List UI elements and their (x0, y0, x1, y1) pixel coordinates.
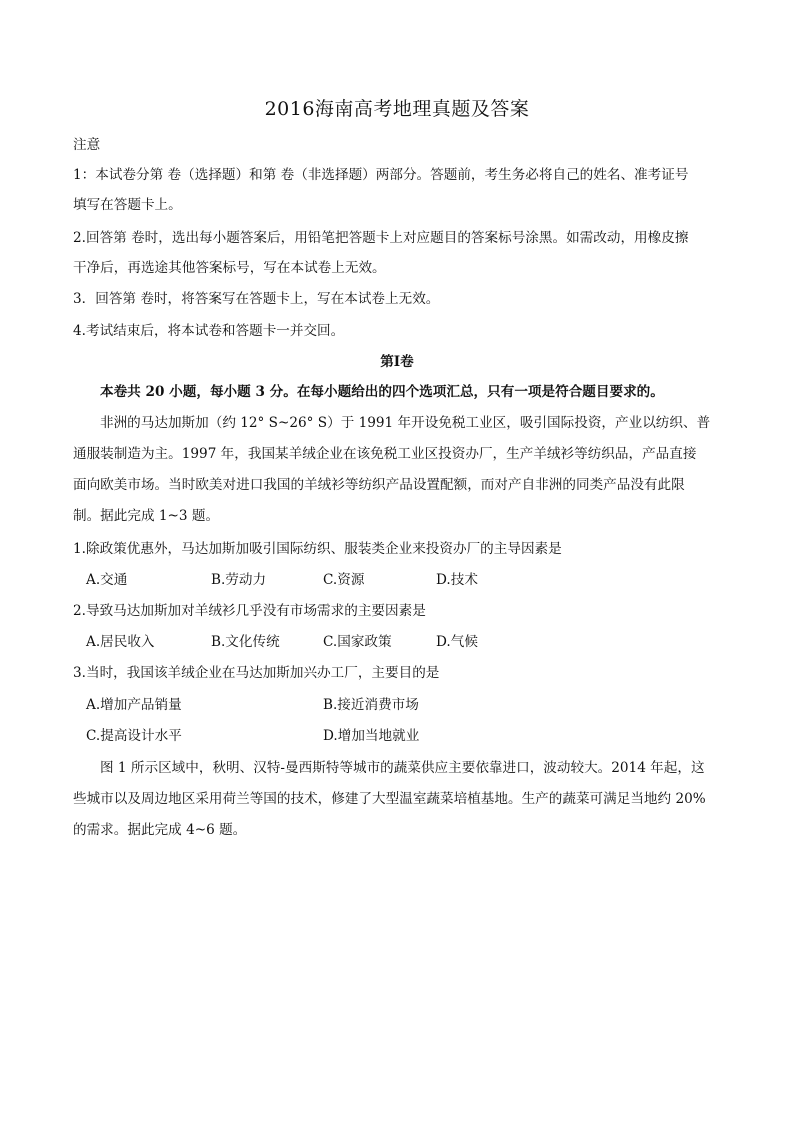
option-a: A.交通 (86, 572, 128, 588)
question-stem: 1.除政策优惠外，马达加斯加吸引国际纺织、服装类企业来投资办厂的主导因素是 (73, 541, 562, 557)
passage-line: 的需求。据此完成 4~6 题。 (73, 822, 247, 838)
question-stem: 2.导致马达加斯加对羊绒衫几乎没有市场需求的主要因素是 (73, 603, 426, 619)
notice-line: 4.考试结束后，将本试卷和答题卡一并交回。 (73, 323, 345, 339)
option-c: C.国家政策 (323, 634, 392, 650)
notice-line: 填写在答题卡上。 (73, 197, 182, 213)
option-a: A.增加产品销量 (86, 697, 182, 713)
passage-line: 通服装制造为主。1997 年，我国某羊绒企业在该免税工业区投资办厂，生产羊绒衫等纺织品，产品直接 (73, 446, 697, 462)
notice-line: 3．回答第 卷时，将答案写在答题卡上，写在本试卷上无效。 (73, 291, 440, 307)
option-a: A.居民收入 (86, 634, 155, 650)
question-stem: 3.当时，我国该羊绒企业在马达加斯加兴办工厂，主要目的是 (73, 665, 440, 681)
passage-line: 图 1 所示区域中，秋明、汉特-曼西斯特等城市的蔬菜供应主要依靠进口，波动较大。2014 年起，这 (100, 760, 705, 776)
option-c: C.提高设计水平 (86, 728, 182, 744)
passage-line: 制。据此完成 1~3 题。 (73, 508, 220, 524)
option-c: C.资源 (323, 572, 365, 588)
passage-line: 非洲的马达加斯加（约 12° S~26° S）于 1991 年开设免税工业区，吸引国际投资，产业以纺织、普 (100, 415, 711, 431)
page-title: 2016海南高考地理真题及答案 (264, 98, 530, 120)
option-d: D.增加当地就业 (323, 728, 420, 744)
section-title: 第Ⅰ卷 (380, 354, 414, 370)
option-d: D.气候 (436, 634, 478, 650)
notice-line: 干净后，再选途其他答案标号，写在本试卷上无效。 (73, 260, 386, 276)
passage-line: 些城市以及周边地区采用荷兰等国的技术，修建了大型温室蔬菜培植基地。生产的蔬菜可满足当地约 20% (73, 791, 706, 807)
section-intro: 本卷共 20 小题，每小题 3 分。在每小题给出的四个选项汇总，只有一项是符合题目要求的。 (100, 384, 664, 400)
option-b: B.劳动力 (211, 572, 267, 588)
option-d: D.技术 (436, 572, 478, 588)
notice-line: 1：本试卷分第 卷（选择题）和第 卷（非选择题）两部分。答题前，考生务必将自己的姓名、准考证号 (73, 167, 689, 183)
notice-heading: 注意 (73, 137, 101, 153)
option-b: B.文化传统 (211, 634, 280, 650)
option-b: B.接近消费市场 (323, 697, 419, 713)
notice-line: 2.回答第 卷时，选出每小题答案后，用铅笔把答题卡上对应题目的答案标号涂黑。如需改动，用橡皮擦 (73, 230, 689, 246)
passage-line: 面向欧美市场。当时欧美对进口我国的羊绒衫等纺织产品设置配额，而对产自非洲的同类产品没有此限 (73, 477, 685, 493)
